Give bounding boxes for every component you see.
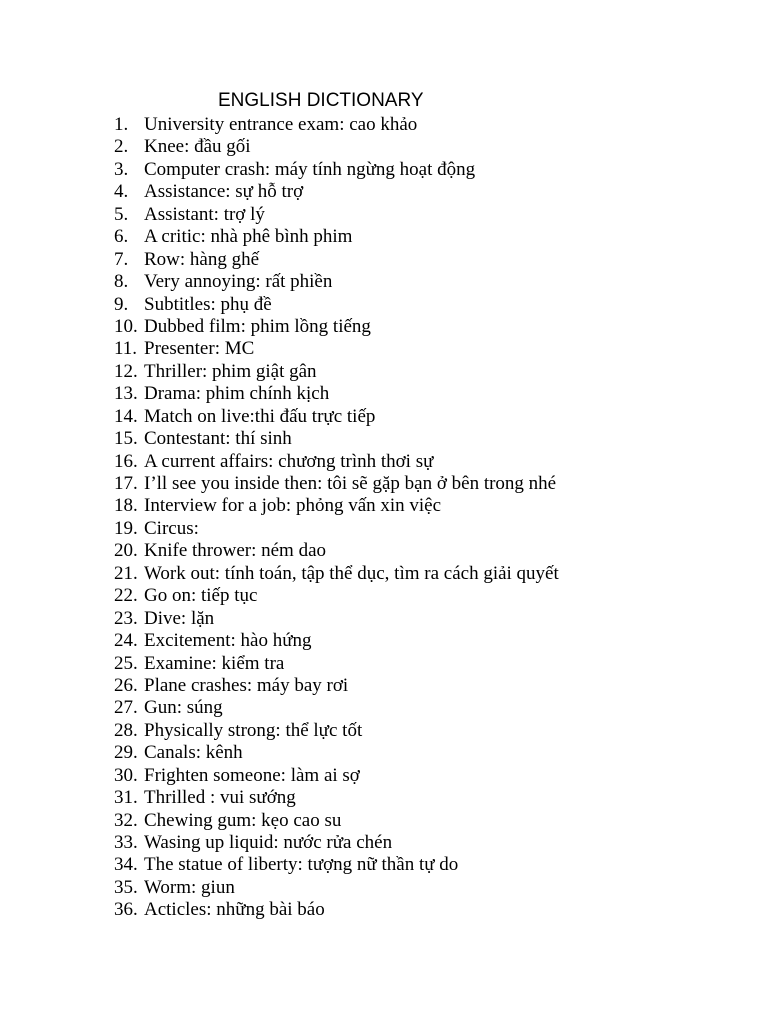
list-item-number: 25. — [114, 652, 138, 674]
page-title: ENGLISH DICTIONARY — [218, 90, 424, 111]
list-item-text: I’ll see you inside then: tôi sẽ gặp bạn ở bên trong nhé — [144, 473, 557, 494]
list-item-number: 11. — [114, 338, 138, 360]
list-item-number: 16. — [114, 450, 138, 472]
list-item-number: 1. — [114, 114, 129, 135]
list-item — [114, 742, 559, 764]
list-item — [114, 428, 559, 450]
list-item-text: Thriller: phim giật gân — [144, 360, 317, 382]
list-item-text: Circus: — [144, 517, 199, 539]
list-item-text: Chewing gum: kẹo cao su — [144, 809, 342, 831]
list-item-number: 19. — [114, 517, 138, 539]
list-item-number: 32. — [114, 809, 138, 831]
list-item — [114, 653, 559, 675]
list-item — [114, 877, 559, 899]
list-item-number: 35. — [114, 876, 138, 898]
list-item-text: Interview for a job: phỏng vấn xin việc — [144, 495, 442, 517]
list-item-text: University entrance exam: cao khảo — [144, 114, 418, 135]
list-item — [114, 540, 559, 562]
list-item — [114, 854, 559, 876]
list-item-number: 14. — [114, 405, 138, 427]
list-item-text: Contestant: thí sinh — [144, 428, 292, 450]
list-item-number: 2. — [114, 136, 129, 158]
list-item — [114, 114, 559, 136]
list-item-text: Knee: đầu gối — [144, 136, 251, 158]
vocabulary-list — [114, 114, 559, 922]
list-item-number: 9. — [114, 293, 129, 315]
list-item-text: Gun: súng — [144, 697, 223, 719]
list-item-text: Examine: kiểm tra — [144, 652, 285, 674]
list-item-text: Knife thrower: ném dao — [144, 540, 327, 562]
list-item-text: Subtitles: phụ đề — [144, 293, 272, 315]
list-item — [114, 204, 559, 226]
list-item-number: 12. — [114, 360, 138, 382]
list-item — [114, 361, 559, 383]
list-item-text: Canals: kênh — [144, 742, 243, 764]
list-item-number: 13. — [114, 383, 138, 405]
list-item-text: Worm: giun — [144, 876, 235, 898]
list-item-text: A critic: nhà phê bình phim — [144, 226, 353, 248]
list-item-text: Very annoying: rất phiền — [144, 271, 333, 293]
list-item — [114, 720, 559, 742]
list-item-number: 30. — [114, 764, 138, 786]
list-item — [114, 271, 559, 293]
list-item-text: Acticles: những bài báo — [144, 899, 325, 921]
list-item-number: 7. — [114, 248, 129, 270]
list-item-number: 8. — [114, 271, 129, 293]
list-item-text: Frighten someone: làm ai sợ — [144, 764, 360, 786]
list-item — [114, 249, 559, 271]
list-item-text: Excitement: hào hứng — [144, 630, 312, 652]
list-item — [114, 406, 559, 428]
list-item-number: 21. — [114, 562, 138, 584]
list-item — [114, 473, 559, 495]
list-item — [114, 832, 559, 854]
list-item-text: The statue of liberty: tượng nữ thần tự do — [144, 854, 459, 876]
list-item-text: Computer crash: máy tính ngừng hoạt động — [144, 158, 476, 180]
list-item-number: 4. — [114, 181, 129, 203]
list-item-text: Work out: tính toán, tập thể dục, tìm ra cách giải quyết — [144, 562, 559, 584]
list-item-text: A current affairs: chương trình thơi sự — [144, 450, 434, 472]
list-item-text: Drama: phim chính kịch — [144, 383, 330, 405]
list-item-number: 31. — [114, 787, 138, 809]
list-item — [114, 294, 559, 316]
list-item-text: Go on: tiếp tục — [144, 585, 258, 607]
list-item-number: 3. — [114, 158, 129, 180]
list-item — [114, 675, 559, 697]
list-item-text: Dive: lặn — [144, 607, 215, 629]
list-item — [114, 181, 559, 203]
list-item-text: Assistance: sự hỗ trợ — [144, 181, 304, 203]
list-item-number: 20. — [114, 540, 138, 562]
list-item-number: 27. — [114, 697, 138, 719]
list-item-text: Assistant: trợ lý — [144, 203, 265, 225]
list-item — [114, 451, 559, 473]
list-item — [114, 697, 559, 719]
list-item-text: Wasing up liquid: nước rửa chén — [144, 832, 393, 853]
list-item — [114, 338, 559, 360]
list-item — [114, 159, 559, 181]
list-item-number: 5. — [114, 203, 129, 225]
list-item-number: 34. — [114, 854, 138, 876]
list-item — [114, 810, 559, 832]
list-item — [114, 765, 559, 787]
list-item-number: 18. — [114, 495, 138, 517]
list-item — [114, 226, 559, 248]
list-item-text: Presenter: MC — [144, 338, 255, 360]
list-item-number: 23. — [114, 607, 138, 629]
list-item — [114, 563, 559, 585]
list-item-number: 36. — [114, 899, 138, 921]
list-item — [114, 787, 559, 809]
list-item-number: 29. — [114, 742, 138, 764]
list-item-text: Plane crashes: máy bay rơi — [144, 674, 349, 696]
list-item-number: 6. — [114, 226, 129, 248]
list-item — [114, 136, 559, 158]
list-item — [114, 585, 559, 607]
list-item — [114, 518, 559, 540]
list-item-text: Match on live:thi đấu trực tiếp — [144, 405, 376, 427]
list-item — [114, 316, 559, 338]
list-item — [114, 899, 559, 921]
list-item-text: Physically strong: thể lực tốt — [144, 719, 363, 741]
list-item-text: Dubbed film: phim lồng tiếng — [144, 315, 371, 337]
list-item-number: 22. — [114, 585, 138, 607]
list-item-text: Row: hàng ghế — [144, 248, 260, 270]
list-item-number: 10. — [114, 315, 138, 337]
list-item — [114, 630, 559, 652]
list-item — [114, 608, 559, 630]
list-item-number: 24. — [114, 630, 138, 652]
list-item-number: 26. — [114, 674, 138, 696]
list-item-number: 33. — [114, 832, 138, 853]
list-item-number: 15. — [114, 428, 138, 450]
list-item — [114, 495, 559, 517]
list-item-number: 17. — [114, 473, 138, 494]
list-item-text: Thrilled : vui sướng — [144, 787, 296, 809]
list-item — [114, 383, 559, 405]
list-item-number: 28. — [114, 719, 138, 741]
